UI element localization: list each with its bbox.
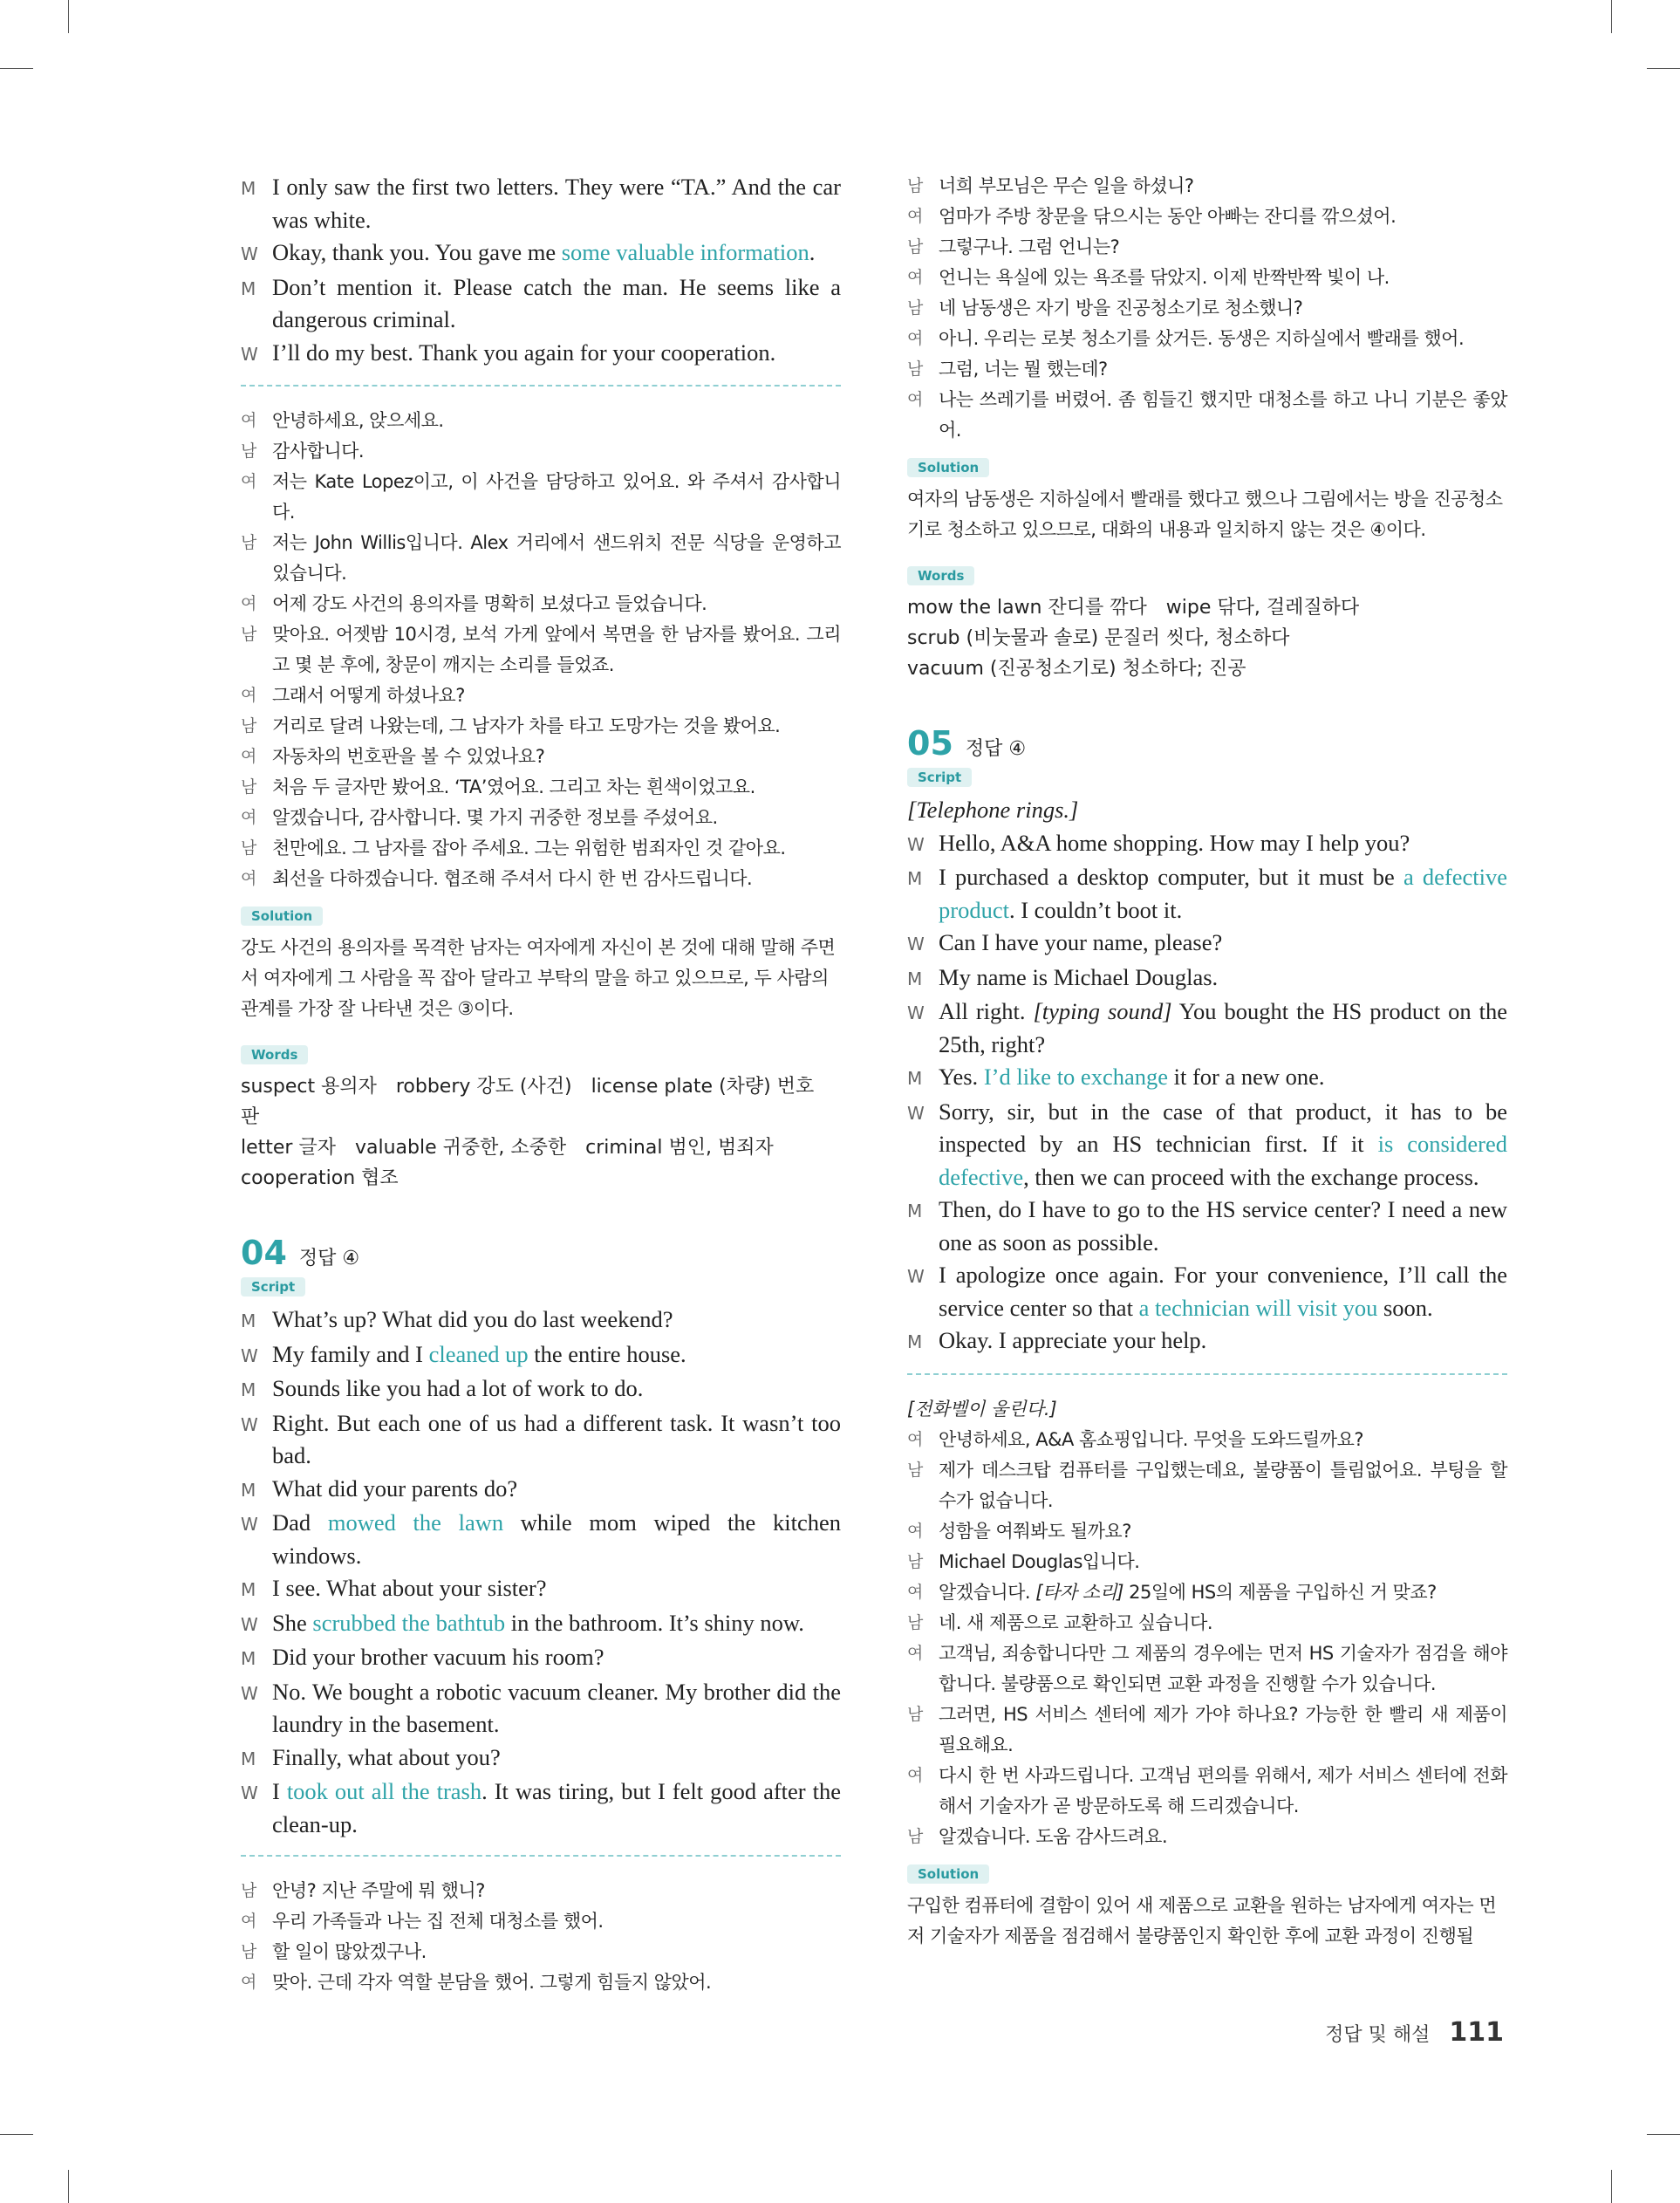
speaker-label: W [907, 934, 925, 954]
speaker-label: M [241, 1379, 256, 1400]
dialog-line [241, 436, 841, 467]
speaker-label: 남 [907, 176, 923, 195]
speaker-label: W [241, 1782, 258, 1803]
speaker-label: 남 [907, 1551, 923, 1571]
highlight-phrase: a technician will visit you [1138, 1294, 1378, 1321]
dialog-text: 그러면, HS 서비스 센터에 제가 가야 하나요? 가능한 한 빨리 새 제품이 필요해요. [939, 1703, 1507, 1755]
dialog-line [907, 1822, 1507, 1852]
speaker-label: 여 [241, 1912, 256, 1931]
dialog-text: Dad mowed the lawn while mom wiped the kitchen windows. [272, 1509, 841, 1569]
dialog-text: 처음 두 글자만 봤어요. ‘TA’였어요. 그리고 차는 흰색이었고요. [272, 777, 755, 797]
words-line [241, 1071, 841, 1132]
dialog-text: 엄마가 주방 창문을 닦으시는 동안 아빠는 잔디를 깎으셨어. [939, 206, 1397, 227]
speaker-label: 여 [241, 594, 256, 613]
dialog-korean [907, 1425, 1507, 1852]
speaker-label: 남 [241, 1942, 256, 1961]
dialog-korean [241, 1876, 841, 1998]
dialog-line [241, 742, 841, 772]
dialog-text: 거리로 달려 나왔는데, 그 남자가 차를 타고 도망가는 것을 봤어요. [272, 715, 781, 736]
speaker-label: 여 [241, 1973, 256, 1992]
words-badge: Words [241, 1045, 308, 1064]
dialog-text: 맞아. 근데 각자 역할 분담을 했어. 그렇게 힘들지 않았어. [272, 1972, 712, 1993]
speaker-label: W [907, 1102, 925, 1124]
divider [907, 1373, 1507, 1375]
dialog-english [241, 171, 841, 371]
dialog-text: 언니는 욕실에 있는 욕조를 닦았지. 이제 반짝반짝 빛이 나. [939, 267, 1390, 288]
dialog-line [241, 271, 841, 337]
speaker-label: W [907, 833, 925, 855]
words-line [907, 623, 1507, 653]
dialog-text: I purchased a desktop computer, but it must be a defective product. I couldn’t boot it. [939, 864, 1507, 923]
dialog-line [241, 1775, 841, 1841]
dialog-line [241, 1407, 841, 1473]
words-list [241, 1071, 841, 1194]
dialog-line [907, 354, 1507, 385]
dialog-line [907, 1608, 1507, 1639]
dialog-line [241, 1338, 841, 1373]
speaker-label: 여 [907, 329, 923, 348]
highlight-phrase: a defective product [939, 864, 1507, 923]
question-number: 04 [241, 1234, 287, 1272]
dialog-line [241, 1906, 841, 1937]
page-number: 111 [1449, 2017, 1504, 2048]
dialog-line [241, 711, 841, 742]
dialog-text: 자동차의 번호판을 볼 수 있었나요? [272, 746, 545, 767]
dialog-text: Hello, A&A home shopping. How may I help you? [939, 829, 1410, 856]
speaker-label: W [241, 1514, 258, 1535]
highlight-phrase: I’d like to exchange [983, 1064, 1168, 1090]
script-badge: Script [241, 1277, 305, 1296]
speaker-label: 여 [241, 686, 256, 705]
word-entry: robbery 강도 (사건) [395, 1076, 572, 1098]
dialog-line [907, 1096, 1507, 1194]
dialog-text: She scrubbed the bathtub in the bathroom. It’s shiny now. [272, 1609, 804, 1636]
speaker-label: M [907, 1068, 923, 1089]
left-column [241, 171, 841, 1998]
dialog-text: Michael Douglas입니다. [939, 1550, 1140, 1572]
highlight-phrase: cleaned up [428, 1340, 529, 1367]
dialog-line [907, 927, 1507, 961]
dialog-line [907, 961, 1507, 996]
script-badge: Script [907, 768, 972, 787]
dialog-text: Sounds like you had a lot of work to do. [272, 1375, 644, 1401]
dialog-text: 네. 새 제품으로 교환하고 싶습니다. [939, 1611, 1213, 1633]
speaker-label: 여 [907, 390, 923, 409]
dialog-line [241, 1967, 841, 1998]
highlight-phrase: took out all the trash [286, 1778, 482, 1804]
dialog-text: 감사합니다. [272, 441, 365, 462]
dialog-text: All right. [typing sound] You bought the HS product on the 25th, right? [939, 998, 1507, 1057]
speaker-label: M [241, 1648, 256, 1669]
word-entry: vacuum (진공청소기로) 청소하다; 진공 [907, 658, 1246, 680]
dialog-line [241, 337, 841, 372]
dialog-line [907, 1700, 1507, 1761]
speaker-label: 여 [907, 1643, 923, 1663]
dialog-text: Don’t mention it. Please catch the man. He seems like a dangerous criminal. [272, 273, 841, 332]
dialog-text: 알겠습니다, 감사합니다. 몇 가지 귀중한 정보를 주셨어요. [272, 807, 718, 828]
dialog-line [241, 406, 841, 436]
dialog-korean [907, 171, 1507, 446]
speaker-label: M [907, 1331, 923, 1352]
word-entry: criminal 범인, 범죄자 [585, 1137, 774, 1159]
speaker-label: W [241, 343, 258, 365]
speaker-label: 남 [241, 625, 256, 644]
dialog-line [907, 293, 1507, 324]
dialog-text: My name is Michael Douglas. [939, 963, 1219, 990]
word-entry: cooperation 협조 [241, 1167, 399, 1189]
speaker-label: M [241, 1748, 256, 1769]
words-line [907, 592, 1507, 623]
dialog-line [241, 1303, 841, 1338]
speaker-label: M [907, 968, 923, 989]
dialog-text: 그래서 어떻게 하셨나요? [272, 685, 465, 706]
crop-mark [0, 2134, 33, 2135]
dialog-text: 할 일이 많았겠구나. [272, 1941, 427, 1962]
words-line [907, 653, 1507, 684]
dialog-text: I only saw the first two letters. They were “TA.” And the car was white. [272, 174, 841, 233]
dialog-line [241, 803, 841, 833]
dialog-text: Can I have your name, please? [939, 929, 1223, 955]
speaker-label: 여 [907, 1429, 923, 1449]
dialog-text: Did your brother vacuum his room? [272, 1644, 604, 1670]
dialog-line [241, 467, 841, 528]
dialog-text: 제가 데스크탑 컴퓨터를 구입했는데요, 불량품이 틀림없어요. 부팅을 할 수가 없습니다. [939, 1459, 1507, 1511]
word-entry: letter 글자 [241, 1137, 336, 1159]
highlight-phrase: some valuable information [561, 239, 809, 265]
dialog-text: Then, do I have to go to the HS service center? I need a new one as soon as possible. [939, 1196, 1507, 1255]
dialog-line [907, 171, 1507, 202]
dialog-text: 다시 한 번 사과드립니다. 고객님 편의를 위해서, 제가 서비스 센터에 전화해서 기술자가 곧 방문하도록 해 드리겠습니다. [939, 1764, 1507, 1816]
dialog-text: 너희 부모님은 무슨 일을 하셨니? [939, 175, 1194, 196]
dialog-line [907, 232, 1507, 263]
dialog-line [241, 1937, 841, 1967]
dialog-line [907, 385, 1507, 446]
word-entry: wipe 닦다, 걸레질하다 [1165, 597, 1360, 619]
dialog-line [907, 263, 1507, 293]
speaker-label: W [241, 1682, 258, 1704]
dialog-text: Finally, what about you? [272, 1743, 501, 1770]
divider [241, 385, 841, 387]
dialog-text: 저는 John Willis입니다. Alex 거리에서 샌드위치 전문 식당을 운영하고 있습니다. [272, 532, 841, 584]
dialog-line [241, 772, 841, 803]
crop-mark [0, 68, 33, 69]
speaker-label: 여 [241, 869, 256, 888]
dialog-line [241, 1572, 841, 1607]
dialog-text: What did your parents do? [272, 1474, 518, 1502]
dialog-text: 천만에요. 그 남자를 잡아 주세요. 그는 위험한 범죄자인 것 같아요. [272, 838, 786, 859]
dialog-text: 고객님, 죄송합니다만 그 제품의 경우에는 먼저 HS 기술자가 점검을 해야 합니다. 불량품으로 확인되면 교환 과정을 진행할 수가 있습니다. [939, 1642, 1507, 1694]
dialog-english [907, 827, 1507, 1359]
dialog-line [241, 619, 841, 681]
dialog-line [241, 1607, 841, 1642]
dialog-text: 아니. 우리는 로봇 청소기를 샀거든. 동생은 지하실에서 빨래를 했어. [939, 328, 1465, 349]
word-entry: suspect 용의자 [241, 1076, 377, 1098]
dialog-line [241, 1676, 841, 1741]
words-line [241, 1163, 841, 1194]
question-header [907, 724, 1507, 763]
speaker-label: 여 [907, 207, 923, 226]
dialog-line [907, 202, 1507, 232]
speaker-label: 남 [241, 838, 256, 858]
dialog-text: 네 남동생은 자기 방을 진공청소기로 청소했니? [939, 298, 1303, 318]
speaker-label: M [907, 868, 923, 889]
dialog-text: 안녕? 지난 주말에 뭐 했니? [272, 1880, 485, 1901]
speaker-label: 여 [241, 808, 256, 827]
dialog-text: 최선을 다하겠습니다. 협조해 주셔서 다시 한 번 감사드립니다. [272, 868, 753, 889]
speaker-label: 남 [907, 1612, 923, 1632]
dialog-text: Sorry, sir, but in the case of that product, it has to be inspected by an HS technician first. If it is considered defective, then we can proceed with the exchange process. [939, 1098, 1507, 1190]
crop-mark [68, 2170, 69, 2203]
dialog-line [241, 528, 841, 589]
dialog-text: Right. But each one of us had a different task. It wasn’t too bad. [272, 1409, 841, 1468]
right-column [907, 171, 1507, 1952]
speaker-label: M [241, 1310, 256, 1331]
answer-label: 정답 ④ [965, 738, 1027, 760]
stage-direction-korean: [전화벨이 울린다.] [907, 1398, 1057, 1420]
speaker-label: 여 [241, 411, 256, 430]
speaker-label: 여 [907, 268, 923, 287]
dialog-text: 알겠습니다. 도움 감사드려요. [939, 1825, 1168, 1847]
highlight-phrase: is considered defective [939, 1131, 1507, 1190]
dialog-line [907, 1761, 1507, 1822]
speaker-label: 여 [241, 472, 256, 491]
dialog-line [241, 1372, 841, 1407]
solution-text: 여자의 남동생은 지하실에서 빨래를 했다고 했으나 그림에서는 방을 진공청소기로 청소하고 있으므로, 대화의 내용과 일치하지 않는 것은 ④이다. [907, 489, 1503, 540]
dialog-text: What’s up? What did you do last weekend? [272, 1306, 673, 1332]
speaker-label: 여 [907, 1582, 923, 1602]
dialog-text: I’ll do my best. Thank you again for your cooperation. [272, 339, 776, 366]
dialog-line [907, 1425, 1507, 1455]
crop-mark [1611, 2170, 1612, 2203]
dialog-line [241, 833, 841, 864]
speaker-label: 남 [907, 359, 923, 379]
speaker-label: W [241, 1344, 258, 1366]
dialog-line [241, 864, 841, 894]
word-entry: license plate (차량) 번호판 [241, 1076, 815, 1128]
dialog-line [907, 1194, 1507, 1259]
speaker-label: 남 [907, 1826, 923, 1846]
dialog-text: 우리 가족들과 나는 집 전체 대청소를 했어. [272, 1911, 604, 1932]
dialog-line [907, 324, 1507, 354]
highlight-phrase: scrubbed the bathtub [312, 1609, 506, 1636]
speaker-label: 여 [907, 1765, 923, 1785]
speaker-label: M [241, 178, 256, 199]
speaker-label: 남 [241, 533, 256, 552]
page-footer [1325, 2017, 1504, 2048]
solution-badge: Solution [907, 1864, 989, 1884]
speaker-label: M [241, 1579, 256, 1600]
solution-badge: Solution [241, 907, 323, 926]
words-badge: Words [907, 566, 974, 585]
speaker-label: W [241, 1413, 258, 1435]
dialog-text: 맞아요. 어젯밤 10시경, 보석 가게 앞에서 복면을 한 남자를 봤어요. 그리고 몇 분 후에, 창문이 깨지는 소리를 들었죠. [272, 624, 841, 675]
highlight-phrase: mowed the lawn [327, 1509, 504, 1536]
dialog-line [241, 1507, 841, 1572]
divider [241, 1855, 841, 1857]
dialog-text: I apologize once again. For your convenience, I’ll call the service center so that a technician will visit you soon. [939, 1262, 1507, 1321]
word-entry: scrub (비눗물과 솔로) 문질러 씻다, 청소하다 [907, 627, 1290, 649]
speaker-label: W [907, 1002, 925, 1023]
solution-text: 강도 사건의 용의자를 목격한 남자는 여자에게 자신이 본 것에 대해 말해 주면서 여자에게 그 사람을 꼭 잡아 달라고 부탁의 말을 하고 있으므로, 두 사람의 관계를 가장 잘 나타낸 것은 ③이다. [241, 937, 836, 1019]
dialog-text: Okay, thank you. You gave me some valuable information. [272, 239, 816, 265]
dialog-line [241, 1741, 841, 1776]
dialog-line [241, 589, 841, 619]
stage-direction: [Telephone rings.] [907, 797, 1079, 823]
answer-label: 정답 ④ [298, 1248, 360, 1269]
dialog-text: 어제 강도 사건의 용의자를 명확히 보셨다고 들었습니다. [272, 593, 707, 614]
speaker-label: 여 [907, 1521, 923, 1541]
speaker-label: 남 [907, 237, 923, 257]
dialog-line [907, 995, 1507, 1061]
dialog-line [907, 1324, 1507, 1359]
crop-mark [1647, 68, 1680, 69]
dialog-line [241, 1641, 841, 1676]
dialog-text: Okay. I appreciate your help. [939, 1327, 1207, 1353]
word-entry: valuable 귀중한, 소중한 [354, 1137, 567, 1159]
dialog-text: 저는 Kate Lopez이고, 이 사건을 담당하고 있어요. 와 주셔서 감사합니다. [272, 471, 841, 523]
speaker-label: 남 [241, 441, 256, 461]
speaker-label: W [241, 1613, 258, 1635]
crop-mark [68, 0, 69, 33]
dialog-line [907, 1455, 1507, 1516]
speaker-label: 여 [241, 747, 256, 766]
dialog-text: 나는 쓰레기를 버렸어. 좀 힘들긴 했지만 대청소를 하고 나니 기분은 좋았어. [939, 389, 1507, 441]
words-line [241, 1132, 841, 1163]
dialog-text: I see. What about your sister? [272, 1575, 547, 1601]
dialog-line [907, 1577, 1507, 1608]
speaker-label: 남 [907, 1704, 923, 1724]
solution-badge: Solution [907, 458, 989, 477]
dialog-line [907, 1061, 1507, 1096]
dialog-english [241, 1303, 841, 1841]
dialog-korean [241, 406, 841, 894]
dialog-line [907, 1547, 1507, 1577]
speaker-label: M [907, 1201, 923, 1221]
dialog-line [241, 236, 841, 271]
dialog-line [907, 1639, 1507, 1700]
dialog-line [241, 681, 841, 711]
dialog-text: I took out all the trash. It was tiring, but I felt good after the clean-up. [272, 1778, 841, 1837]
dialog-line [907, 861, 1507, 927]
dialog-line [907, 827, 1507, 862]
speaker-label: W [907, 1266, 925, 1287]
dialog-text: Yes. I’d like to exchange it for a new one. [939, 1064, 1325, 1090]
dialog-text: My family and I cleaned up the entire house. [272, 1340, 686, 1367]
dialog-line [907, 1259, 1507, 1324]
question-number: 05 [907, 724, 953, 763]
speaker-label: 남 [241, 716, 256, 735]
speaker-label: 남 [241, 1881, 256, 1900]
speaker-label: 남 [241, 777, 256, 797]
speaker-label: M [241, 277, 256, 299]
dialog-line [241, 1473, 841, 1508]
solution-text: 구입한 컴퓨터에 결함이 있어 새 제품으로 교환을 원하는 남자에게 여자는 먼저 기술자가 제품을 점검해서 불량품인지 확인한 후에 교환 과정이 진행될 [907, 1894, 1497, 1946]
speaker-label: 남 [907, 298, 923, 318]
dialog-line [241, 171, 841, 236]
dialog-text: 안녕하세요, 앉으세요. [272, 410, 444, 431]
question-header [241, 1234, 841, 1272]
dialog-text: No. We bought a robotic vacuum cleaner. My brother did the laundry in the basement. [272, 1678, 841, 1737]
words-list [907, 592, 1507, 684]
speaker-label: W [241, 243, 258, 264]
speaker-label: 남 [907, 1460, 923, 1480]
word-entry: mow the lawn 잔디를 깎다 [907, 597, 1147, 619]
dialog-text: 그럼, 너는 뭘 했는데? [939, 359, 1108, 380]
speaker-label: M [241, 1479, 256, 1501]
footer-label: 정답 및 해설 [1325, 2024, 1431, 2046]
dialog-text: 안녕하세요, A&A 홈쇼핑입니다. 무엇을 도와드릴까요? [939, 1428, 1364, 1450]
dialog-text: 성함을 여쭤봐도 될까요? [939, 1520, 1131, 1542]
dialog-text: 알겠습니다. [타자 소리] 25일에 HS의 제품을 구입하신 거 맞죠? [939, 1581, 1437, 1603]
crop-mark [1611, 0, 1612, 33]
crop-mark [1647, 2134, 1680, 2135]
dialog-line [241, 1876, 841, 1906]
dialog-text: 그렇구나. 그럼 언니는? [939, 236, 1120, 257]
dialog-line [907, 1516, 1507, 1547]
